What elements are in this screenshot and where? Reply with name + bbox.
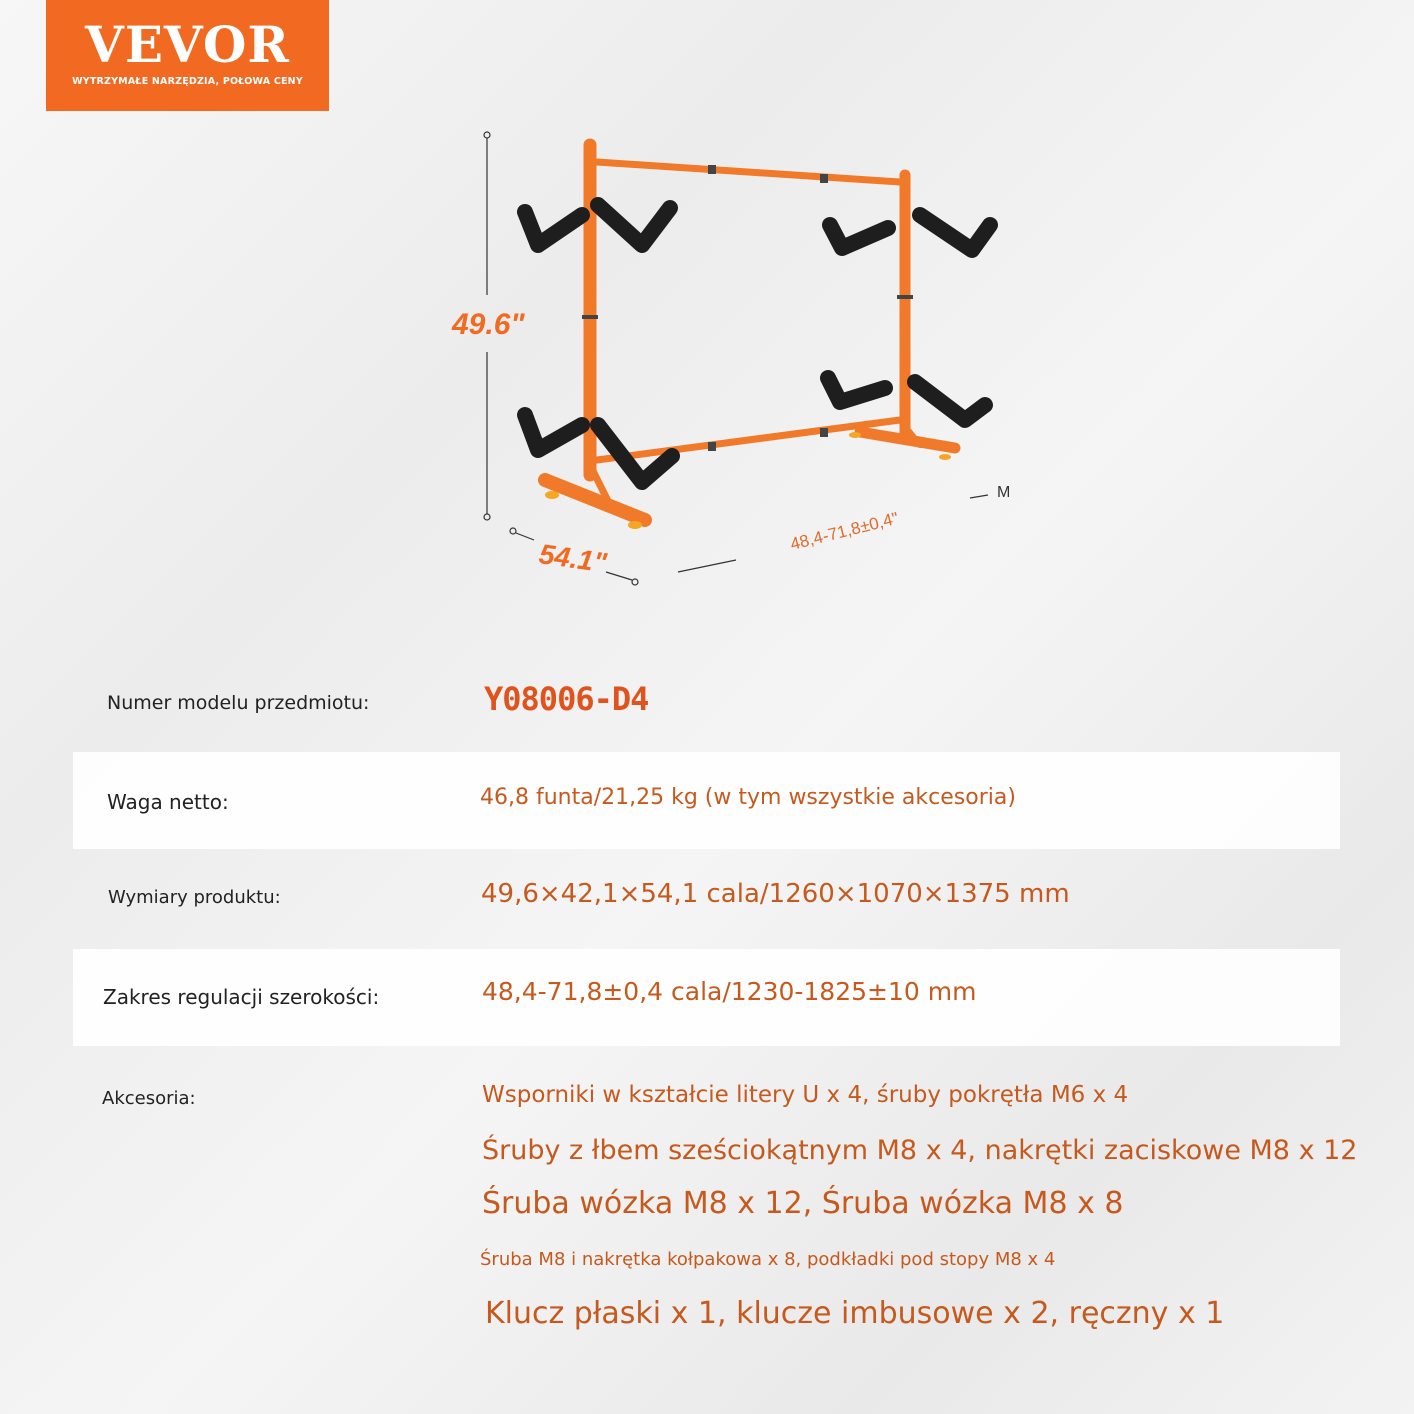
rack-frame [545, 145, 955, 520]
dimensions-label: Wymiary produktu: [108, 887, 281, 908]
brand-logo [46, 0, 329, 111]
height-label: 49.6" [452, 308, 525, 341]
accessories-line-4: Śruba M8 i nakrętka kołpakowa x 8, podkładki pod stopy M8 x 4 [480, 1249, 1056, 1270]
dimensions-value: 49,6×42,1×54,1 cala/1260×1070×1375 mm [481, 879, 1070, 909]
brand-name: VEVOR [85, 15, 290, 74]
marker-label: M [997, 484, 1011, 501]
accessories-line-5: Klucz płaski x 1, klucze imbusowe x 2, ręczny x 1 [485, 1296, 1225, 1331]
brand-tagline: WYTRZYMAŁE NARZĘDZIA, POŁOWA CENY [72, 76, 303, 87]
depth-label: 54.1" [537, 538, 609, 579]
model-label: Numer modelu przedmiotu: [107, 692, 370, 714]
weight-label: Waga netto: [107, 790, 229, 814]
accessories-line-2: Śruby z łbem sześciokątnym M8 x 4, nakrętki zaciskowe M8 x 12 [482, 1135, 1358, 1166]
model-value: Y08006-D4 [484, 680, 649, 718]
rack-clamps [582, 165, 913, 451]
width-range-label-text: Zakres regulacji szerokości: [103, 985, 380, 1009]
accessories-line-3: Śruba wózka M8 x 12, Śruba wózka M8 x 8 [482, 1186, 1124, 1221]
weight-value: 46,8 funta/21,25 kg (w tym wszystkie akcesoria) [480, 785, 1016, 810]
accessories-line-1: Wsporniki w kształcie litery U x 4, śruby pokrętła M6 x 4 [482, 1082, 1129, 1108]
width-range-value: 48,4-71,8±0,4 cala/1230-1825±10 mm [482, 977, 977, 1006]
width-range-label: 48,4-71,8±0,4" [788, 508, 901, 554]
accessories-label: Akcesoria: [102, 1088, 196, 1109]
product-diagram [430, 120, 1050, 600]
